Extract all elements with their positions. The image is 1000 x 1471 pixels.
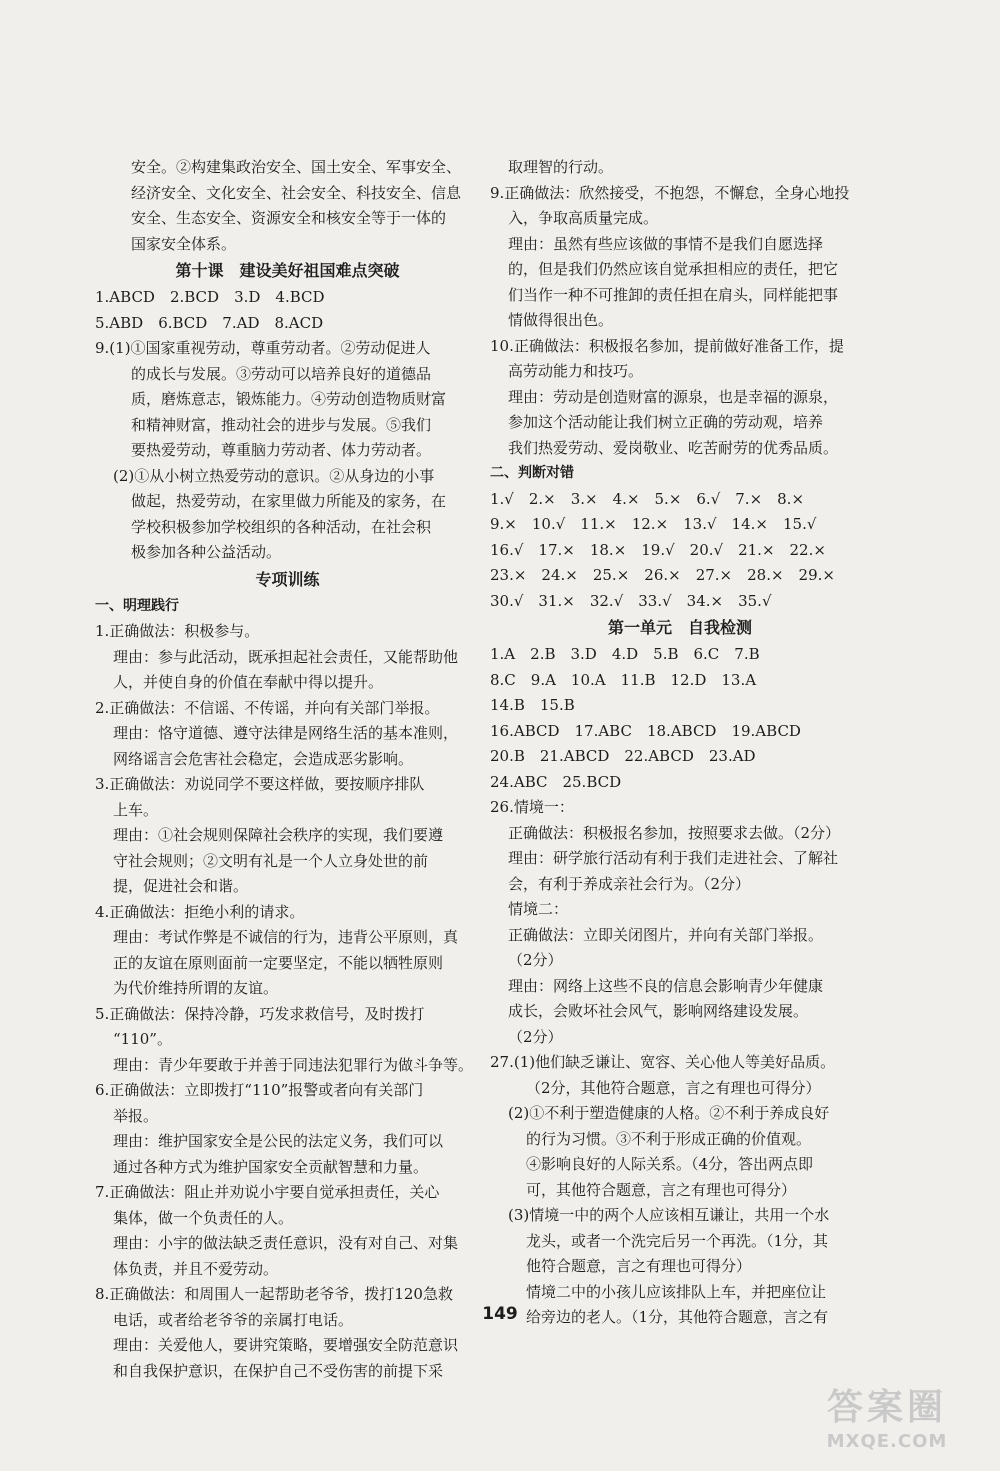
text-line: 正确做法：积极报名参加，按照要求去做。（2分） — [508, 823, 841, 842]
text-line: 理由：网络上这些不良的信息会影响青少年健康 — [508, 976, 824, 995]
text-line: （2分，其他符合题意，言之有理也可得分） — [526, 1078, 821, 1097]
text-line: (2)①不利于塑造健康的人格。②不利于养成良好 — [508, 1104, 830, 1122]
text-line: 们当作一种不可推卸的责任担在肩头，同样能把事 — [508, 285, 839, 304]
text-line: 守社会规则；②文明有礼是一个人立身处世的前 — [113, 851, 429, 870]
text-line: 1.ABCD 2.BCD 3.D 4.BCD — [95, 288, 325, 306]
text-line: 7.正确做法：阻止并劝说小宇要自觉承担责任，关心 — [95, 1183, 440, 1201]
text-line: 极参加各种公益活动。 — [131, 543, 282, 561]
text-line: 理由：虽然有些应该做的事情不是我们自愿选择 — [508, 234, 824, 253]
text-line: 16.ABCD 17.ABC 18.ABCD 19.ABCD — [490, 721, 801, 740]
watermark-url: MXQE.COM — [826, 1431, 948, 1452]
text-line: 参加这个活动能让我们树立正确的劳动观，培养 — [508, 413, 824, 431]
text-line: （2分） — [508, 1027, 563, 1046]
text-line: 安全。②构建集政治安全、国土安全、军事安全、 — [131, 158, 462, 176]
text-line: 取理智的行动。 — [508, 158, 614, 176]
text-line: 举报。 — [113, 1106, 159, 1125]
text-line: 高劳动能力和技巧。 — [508, 362, 644, 380]
text-line: 20.B 21.ABCD 22.ABCD 23.AD — [490, 747, 756, 765]
text-line: 正确做法：立即关闭图片，并向有关部门举报。 — [508, 925, 824, 944]
text-line: 入，争取高质量完成。 — [508, 209, 659, 227]
text-line: 为代价维持所谓的友谊。 — [113, 979, 279, 997]
text-line: 的，但是我们仍然应该自觉承担相应的责任，把它 — [508, 260, 839, 278]
text-line: 9.正确做法：欣然接受，不抱怨，不懈怠，全身心地投 — [490, 183, 850, 202]
text-line: 5.ABD 6.BCD 7.AD 8.ACD — [95, 313, 324, 332]
text-line: 26.情境一： — [490, 798, 574, 816]
text-line: 理由：青少年要敢于并善于同违法犯罪行为做斗争等。 — [113, 1055, 474, 1074]
text-line: 理由：①社会规则保障社会秩序的实现，我们要遵 — [113, 826, 444, 844]
text-line: 体负责，并且不爱劳动。 — [113, 1259, 279, 1278]
text-line: 人，并使自身的价值在奉献中得以提升。 — [113, 673, 384, 691]
text-line: 理由：考试作弊是不诚信的行为，违背公平原则，真 — [113, 928, 459, 946]
text-line: 24.ABC 25.BCD — [490, 772, 622, 791]
text-line: 6.正确做法：立即拨打“110”报警或者向有关部门 — [95, 1081, 424, 1099]
text-line: 理由：研学旅行活动有利于我们走进社会、了解社 — [508, 849, 839, 867]
text-line: 安全、生态安全、资源安全和核安全等于一体的 — [131, 209, 447, 227]
text-line: （2分） — [508, 951, 563, 969]
section-heading: 第十课 建设美好祖国难点突破 — [175, 261, 400, 280]
text-line: 理由：恪守道德、遵守法律是网络生活的基本准则， — [113, 724, 459, 742]
text-line: 可，其他符合题意，言之有理也可得分） — [526, 1180, 797, 1199]
text-line: 27.(1)他们缺乏谦让、宽容、关心他人等美好品质。 — [490, 1053, 836, 1071]
text-line: 30.√ 31.× 32.√ 33.√ 34.× 35.√ — [490, 591, 772, 610]
text-line: 情境二： — [508, 900, 569, 918]
text-line: 他符合题意，言之有理也可得分） — [526, 1257, 752, 1275]
text-line: (2)①从小树立热爱劳动的意识。②从身边的小事 — [113, 466, 435, 485]
text-line: 网络谣言会危害社会稳定，会造成恶劣影响。 — [113, 749, 414, 768]
text-line: 的成长与发展。③劳动可以培养良好的道德品 — [131, 364, 432, 383]
text-line: 理由：小宇的做法缺乏责任意识，没有对自己、对集 — [113, 1234, 459, 1252]
text-line: 会，有利于养成亲社会行为。（2分） — [508, 874, 751, 893]
text-line: 1.正确做法：积极参与。 — [95, 622, 260, 640]
text-line: 正的友谊在原则面前一定要坚定，不能以牺牲原则 — [113, 953, 444, 972]
text-line: 通过各种方式为维护国家安全贡献智慧和力量。 — [113, 1157, 429, 1176]
text-line: 5.正确做法：保持冷静，巧发求救信号，及时拨打 — [95, 1004, 425, 1023]
text-line: 9.(1)①国家重视劳动，尊重劳动者。②劳动促进人 — [95, 339, 431, 357]
text-line: 8.正确做法：和周围人一起帮助老爷爷，拨打120急救 — [95, 1285, 453, 1303]
text-line: 1.√ 2.× 3.× 4.× 5.× 6.√ 7.× 8.× — [490, 489, 805, 508]
text-line: 上车。 — [113, 800, 159, 819]
text-line: 14.B 15.B — [490, 696, 575, 714]
text-line: “110”。 — [113, 1030, 172, 1048]
text-line: 9.× 10.√ 11.× 12.× 13.√ 14.× 15.√ — [490, 515, 817, 533]
text-line: 经济安全、文化安全、社会安全、科技安全、信息 — [131, 183, 462, 202]
text-line: 龙头，或者一个洗完后另一个再洗。（1分，其 — [526, 1231, 829, 1250]
subsection-heading: 一、明理践行 — [95, 597, 179, 614]
text-line: 理由：维护国家安全是公民的法定义务，我们可以 — [113, 1132, 444, 1150]
section-heading: 专项训练 — [255, 569, 320, 589]
text-line: 理由：劳动是创造财富的源泉，也是幸福的源泉， — [508, 387, 839, 406]
text-line: 3.正确做法：劝说同学不要这样做，要按顺序排队 — [95, 775, 425, 793]
text-line: 和精神财富，推动社会的进步与发展。⑤我们 — [131, 415, 432, 434]
text-line: 1.A 2.B 3.D 4.D 5.B 6.C 7.B — [490, 645, 760, 663]
text-line: 理由：关爱他人，要讲究策略，要增强安全防范意识 — [113, 1336, 459, 1354]
text-line: 要热爱劳动，尊重脑力劳动者、体力劳动者。 — [131, 441, 432, 459]
text-line: 的行为习惯。③不利于形成正确的价值观。 — [526, 1129, 812, 1148]
right-column — [490, 155, 870, 1331]
text-line: 23.× 24.× 25.× 26.× 27.× 28.× 29.× — [490, 566, 835, 584]
text-line: 集体，做一个负责任的人。 — [113, 1208, 294, 1227]
watermark-logo — [792, 1386, 982, 1454]
watermark-text: 答案圈 — [826, 1387, 947, 1428]
left-column — [95, 155, 480, 1384]
text-line: 学校积极参加学校组织的各种活动，在社会积 — [131, 517, 432, 536]
subsection-heading: 二、判断对错 — [490, 465, 574, 481]
page-number: 149 — [482, 1304, 518, 1324]
text-line: 质，磨炼意志，锻炼能力。④劳动创造物质财富 — [131, 390, 447, 408]
text-line: 8.C 9.A 10.A 11.B 12.D 13.A — [490, 670, 757, 689]
text-line: 给旁边的老人。（1分，其他符合题意，言之有 — [526, 1308, 829, 1326]
section-heading: 第一单元 自我检测 — [607, 618, 752, 637]
text-line: (3)情境一中的两个人应该相互谦让，共用一个水 — [508, 1206, 830, 1224]
text-line: 16.√ 17.× 18.× 19.√ 20.√ 21.× 22.× — [490, 540, 826, 559]
text-line: 理由：参与此活动，既承担起社会责任，又能帮助他 — [113, 647, 459, 666]
text-line: 我们热爱劳动、爱岗敬业、吃苦耐劳的优秀品质。 — [508, 438, 839, 457]
text-line: 电话，或者给老爷爷的亲属打电话。 — [113, 1310, 354, 1329]
text-line: 情境二中的小孩儿应该排队上车，并把座位让 — [526, 1282, 827, 1301]
text-line: 提，促进社会和谐。 — [113, 877, 249, 895]
text-line: ④影响良好的人际关系。（4分，答出两点即 — [526, 1155, 814, 1173]
text-line: 4.正确做法：拒绝小利的请求。 — [95, 902, 305, 921]
text-line: 2.正确做法：不信谣、不传谣，并向有关部门举报。 — [95, 698, 440, 717]
text-line: 国家安全体系。 — [131, 234, 237, 253]
text-line: 情做得很出色。 — [508, 311, 614, 329]
text-line: 10.正确做法：积极报名参加，提前做好准备工作，提 — [490, 336, 844, 355]
text-line: 成长，会败坏社会风气，影响网络建设发展。 — [508, 1002, 809, 1020]
text-line: 和自我保护意识，在保护自己不受伤害的前提下采 — [113, 1361, 444, 1380]
text-line: 做起，热爱劳动，在家里做力所能及的家务，在 — [131, 492, 447, 510]
